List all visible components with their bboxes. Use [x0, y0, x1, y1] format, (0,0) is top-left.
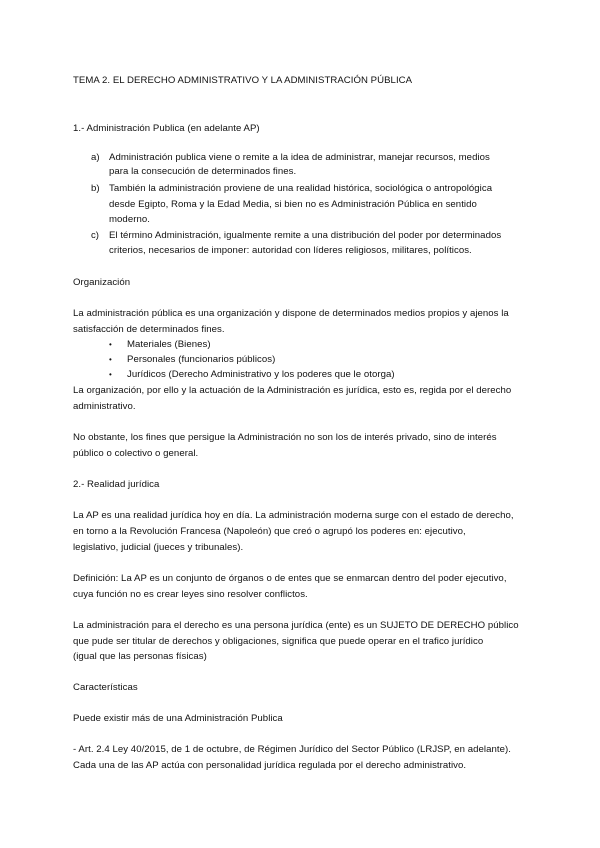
organization-paragraph-2-line-1: La organización, por ello y la actuación de la Administración es jurídica, esto es, regida por el derecho — [73, 385, 512, 396]
characteristics-paragraph-2-line-2: Cada una de las AP actúa con personalidad jurídica regulada por el derecho administrativo. — [73, 760, 467, 771]
bullet-item-juridicos: Jurídicos (Derecho Administrativo y los poderes que le otorga) — [127, 369, 395, 380]
organization-paragraph-2-line-2: administrativo. — [73, 401, 136, 412]
section-2-paragraph-1-line-1: La AP es una realidad jurídica hoy en día. La administración moderna surge con el estado de derecho, — [73, 510, 514, 521]
list-item-c-line-2: criterios, necesarios de imponer: autoridad con líderes religiosos, militares, políticos. — [109, 245, 472, 256]
list-marker-c: c) — [91, 230, 99, 241]
list-item-b-line-1: También la administración proviene de una realidad histórica, sociológica o antropológica — [109, 183, 493, 194]
organization-paragraph-1-line-2: satisfacción de determinados fines. — [73, 324, 225, 335]
characteristics-heading: Características — [73, 682, 138, 693]
list-marker-b: b) — [91, 183, 100, 194]
section-1-heading: 1.- Administración Publica (en adelante AP) — [73, 123, 260, 134]
definition-paragraph-line-1: Definición: La AP es un conjunto de órganos o de entes que se enmarcan dentro del poder ejecutivo, — [73, 573, 507, 584]
list-item-b-line-2: desde Egipto, Roma y la Edad Media, si bien no es Administración Pública en sentido — [109, 199, 477, 210]
list-item-a-line-2: para la consecución de determinados fines. — [109, 166, 297, 177]
bullet-icon: • — [109, 370, 112, 379]
organization-paragraph-3-line-1: No obstante, los fines que persigue la Administración no son los de interés privado, sino de interés — [73, 432, 497, 443]
bullet-icon: • — [109, 340, 112, 349]
organization-paragraph-1-line-1: La administración pública es una organización y dispone de determinados medios propios y ajenos la — [73, 308, 509, 319]
section-2-heading: 2.- Realidad jurídica — [73, 479, 160, 490]
list-marker-a: a) — [91, 152, 100, 163]
organization-paragraph-3-line-2: público o colectivo o general. — [73, 448, 199, 459]
definition-paragraph-line-2: cuya función no es crear leyes sino resolver conflictos. — [73, 589, 308, 600]
bullet-item-materiales: Materiales (Bienes) — [127, 339, 211, 350]
list-item-a-line-1: Administración publica viene o remite a la idea de administrar, manejar recursos, medios — [109, 152, 490, 163]
characteristics-paragraph-1: Puede existir más de una Administración Publica — [73, 713, 283, 724]
section-2-paragraph-1-line-3: legislativo, judicial (jueces y tribunales). — [73, 542, 244, 553]
bullet-icon: • — [109, 355, 112, 364]
characteristics-paragraph-2-line-1: - Art. 2.4 Ley 40/2015, de 1 de octubre, de Régimen Jurídico del Sector Público (LRJSP, en adelante). — [73, 744, 511, 755]
section-2-paragraph-3-line-3: (igual que las personas físicas) — [73, 651, 207, 662]
section-2-paragraph-3-line-1: La administración para el derecho es una persona jurídica (ente) es un SUJETO DE DERECHO público — [73, 620, 519, 631]
document-title: TEMA 2. EL DERECHO ADMINISTRATIVO Y LA ADMINISTRACIÓN PÚBLICA — [73, 75, 413, 86]
bullet-item-personales: Personales (funcionarios públicos) — [127, 354, 276, 365]
organization-heading: Organización — [73, 277, 131, 288]
list-item-b-line-3: moderno. — [109, 214, 150, 225]
list-item-c-line-1: El término Administración, igualmente remite a una distribución del poder por determinados — [109, 230, 502, 241]
section-2-paragraph-3-line-2: que pude ser titular de derechos y obligaciones, significa que puede operar en el trafico jurídico — [73, 636, 484, 647]
section-2-paragraph-1-line-2: en torno a la Revolución Francesa (Napoleón) que creó o agrupó los poderes en: ejecutivo, — [73, 526, 466, 537]
